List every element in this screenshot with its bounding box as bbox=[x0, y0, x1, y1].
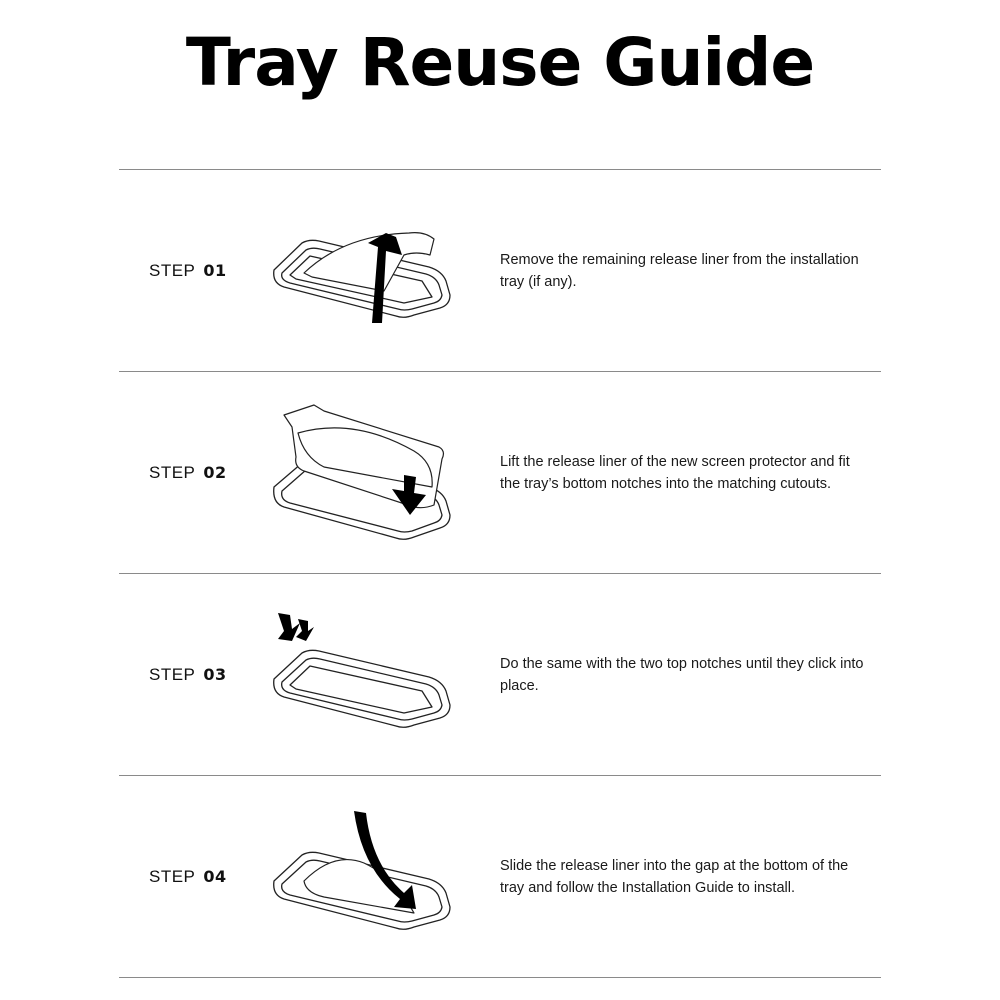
step-description-text: Lift the release liner of the new screen protector and fit the tray’s bottom notches into the matching cutouts. bbox=[500, 453, 850, 492]
step-description bbox=[500, 776, 870, 977]
page-title: Tray Reuse Guide bbox=[185, 24, 815, 101]
step-03 bbox=[119, 574, 881, 775]
divider bbox=[119, 977, 881, 978]
step-description bbox=[500, 170, 870, 371]
tray-liner-peel-up-illustration bbox=[264, 195, 464, 345]
step-01 bbox=[119, 170, 881, 371]
step-word: STEP bbox=[149, 664, 196, 684]
step-word: STEP bbox=[149, 462, 196, 482]
step-label bbox=[149, 776, 227, 977]
step-04 bbox=[119, 776, 881, 977]
tray-top-notches-press-illustration bbox=[264, 599, 464, 749]
step-word: STEP bbox=[149, 260, 196, 280]
tray-liner-slide-in-illustration bbox=[264, 801, 464, 951]
step-label bbox=[149, 372, 227, 573]
step-description bbox=[500, 372, 870, 573]
step-word: STEP bbox=[149, 866, 196, 886]
step-number: 03 bbox=[203, 665, 227, 684]
step-description-text: Do the same with the two top notches until they click into place. bbox=[500, 655, 864, 694]
step-description bbox=[500, 574, 870, 775]
step-number: 01 bbox=[203, 261, 227, 280]
step-description-text: Remove the remaining release liner from the installation tray (if any). bbox=[500, 251, 859, 290]
step-number: 02 bbox=[203, 463, 227, 482]
step-02 bbox=[119, 372, 881, 573]
step-description-text: Slide the release liner into the gap at the bottom of the tray and follow the Installation Guide to install. bbox=[500, 857, 849, 896]
step-label bbox=[149, 170, 227, 371]
tray-bottom-notches-press-illustration bbox=[264, 397, 464, 547]
step-number: 04 bbox=[203, 867, 227, 886]
step-label bbox=[149, 574, 227, 775]
